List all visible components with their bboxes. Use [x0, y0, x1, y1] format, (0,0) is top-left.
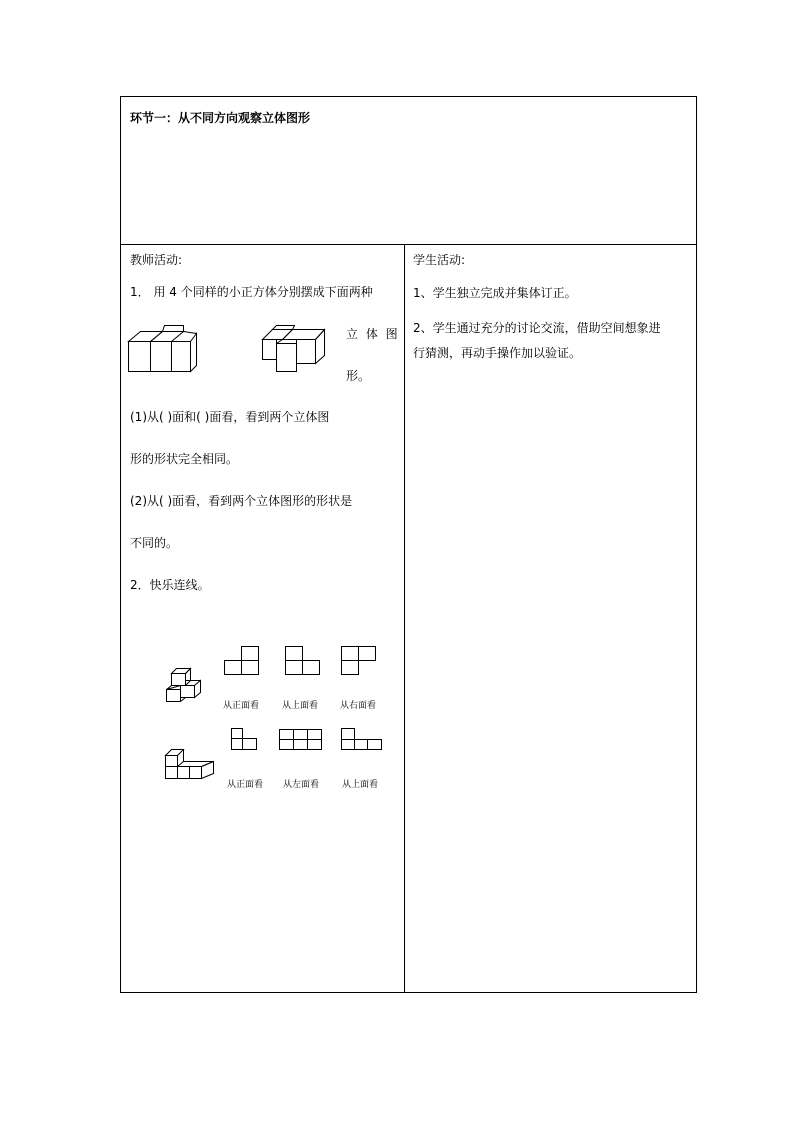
table-divider-horizontal	[121, 244, 696, 245]
view-row1-top	[285, 645, 323, 677]
question-1a-line-1: (1)从( )面和( )面看，看到两个立体图	[130, 410, 330, 424]
view-row2-front	[231, 728, 263, 752]
solid-figure-2	[163, 745, 218, 781]
student-item-2-line-2: 行猜测，再动手操作加以验证。	[413, 346, 582, 360]
view-row2-top	[341, 728, 387, 752]
caption-row1-front: 从正面看	[223, 701, 260, 711]
caption-row1-top: 从上面看	[282, 701, 319, 711]
caption-row2-front: 从正面看	[227, 780, 264, 790]
student-item-2-line-1: 2、学生通过充分的讨论交流，借助空间想象进	[413, 321, 661, 335]
section-title: 环节一：从不同方向观察立体图形	[130, 111, 311, 125]
caption-row2-left: 从左面看	[283, 780, 320, 790]
question-2-title: 2．快乐连线。	[130, 578, 210, 592]
table-divider-vertical	[404, 244, 405, 992]
student-item-1: 1、学生独立完成并集体订正。	[413, 286, 577, 300]
student-heading: 学生活动:	[413, 253, 466, 267]
view-row1-right	[341, 645, 379, 677]
lesson-table	[120, 96, 697, 993]
caption-row2-top: 从上面看	[342, 780, 379, 790]
teacher-heading: 教师活动:	[130, 253, 183, 267]
question-1b-line-1: (2)从( )面看，看到两个立体图形的形状是	[130, 494, 353, 508]
question-1-tail-2: 形。	[346, 369, 371, 383]
view-row2-left	[279, 728, 325, 752]
question-1b-line-2: 不同的。	[130, 536, 179, 550]
question-1-line-1: 1． 用 4 个同样的小正方体分别摆成下面两种	[130, 285, 373, 299]
question-1a-line-2: 形的形状完全相同。	[130, 452, 239, 466]
question-1-tail-1: 立 体 图	[346, 327, 400, 341]
cube-figure-a	[128, 325, 198, 373]
cube-figure-b	[262, 325, 332, 373]
view-row1-front	[224, 645, 262, 677]
caption-row1-right: 从右面看	[340, 701, 377, 711]
solid-figure-1	[165, 665, 210, 703]
